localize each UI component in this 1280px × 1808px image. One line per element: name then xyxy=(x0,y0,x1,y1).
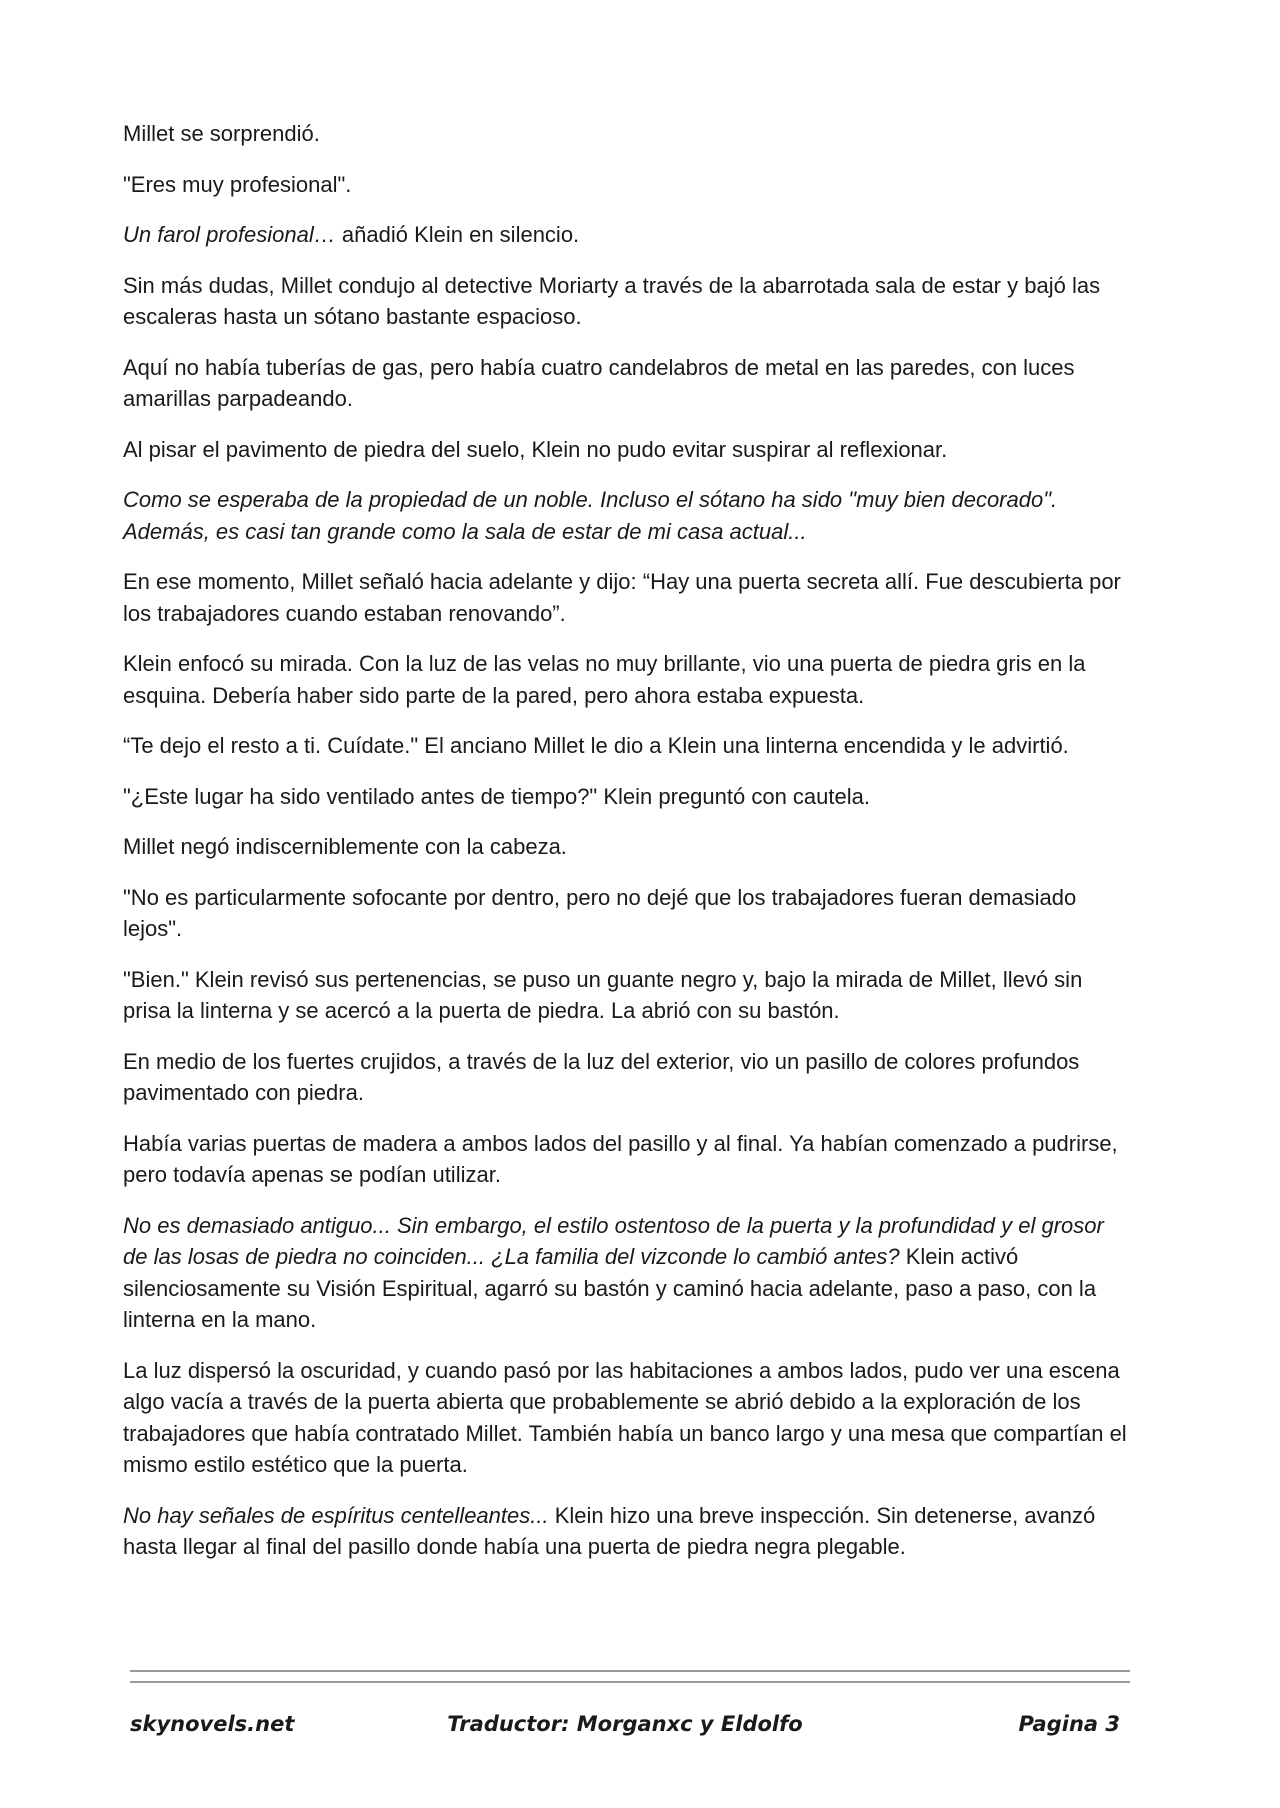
document-body xyxy=(123,118,1133,1582)
text-run: añadió Klein en silencio. xyxy=(335,222,580,247)
footer-divider-top xyxy=(130,1670,1130,1672)
paragraph xyxy=(123,882,1133,945)
paragraph xyxy=(123,964,1133,1027)
text-run: “Te dejo el resto a ti. Cuídate." El anciano Millet le dio a Klein una linterna encendida y le advirtió. xyxy=(123,733,1069,758)
footer-site-name: skynovels.net xyxy=(130,1712,295,1736)
paragraph xyxy=(123,219,1133,251)
text-run: La luz dispersó la oscuridad, y cuando pasó por las habitaciones a ambos lados, pudo ver una escena algo vacía a través de la puerta abierta que probablemente se abrió debido a la exploración de los trabajadores que había contratado Millet. También había un banco largo y una mesa que compartían el mismo estilo estético que la puerta. xyxy=(123,1357,1127,1477)
paragraph xyxy=(123,648,1133,711)
text-run: "No es particularmente sofocante por dentro, pero no dejé que los trabajadores fueran demasiado lejos". xyxy=(123,884,1077,941)
text-run: Klein enfocó su mirada. Con la luz de las velas no muy brillante, vio una puerta de piedra gris en la esquina. Debería haber sido parte de la pared, pero ahora estaba expuesta. xyxy=(123,651,1086,708)
footer-page-number: Pagina 3 xyxy=(1018,1712,1120,1736)
paragraph xyxy=(123,1355,1133,1481)
italic-text-run: Un farol profesional… xyxy=(123,222,336,247)
paragraph xyxy=(123,434,1133,466)
text-run: Había varias puertas de madera a ambos lados del pasillo y al final. Ya habían comenzado a pudrirse, pero todavía apenas se podían utilizar. xyxy=(123,1130,1118,1187)
text-run: "Eres muy profesional". xyxy=(123,171,352,197)
text-run: Millet se sorprendió. xyxy=(123,121,320,146)
text-run: Millet negó indiscerniblemente con la cabeza. xyxy=(123,834,567,859)
text-run: En medio de los fuertes crujidos, a través de la luz del exterior, vio un pasillo de colores profundos pavimentado con piedra. xyxy=(123,1048,1080,1105)
paragraph xyxy=(123,484,1133,547)
text-run: Klein hizo una breve inspección. Sin detenerse, avanzó hasta llegar al final del pasillo donde había una puerta de piedra negra plegable. xyxy=(123,1502,1096,1559)
paragraph xyxy=(123,1128,1133,1191)
text-run: Al pisar el pavimento de piedra del suelo, Klein no pudo evitar suspirar al reflexionar. xyxy=(123,436,948,462)
paragraph xyxy=(123,781,1133,813)
text-run: Klein activó silenciosamente su Visión Espiritual, agarró su bastón y caminó hacia adelante, paso a paso, con la linterna en la mano. xyxy=(123,1244,1097,1332)
footer-translator-credit: Traductor: Morganxc y Eldolfo xyxy=(447,1712,803,1736)
footer-divider-bottom xyxy=(130,1681,1130,1683)
paragraph xyxy=(123,730,1133,762)
text-run: Sin más dudas, Millet condujo al detective Moriarty a través de la abarrotada sala de estar y bajó las escaleras hasta un sótano bastante espacioso. xyxy=(123,272,1101,329)
italic-text-run: No hay señales de espíritus centelleantes... xyxy=(123,1502,549,1528)
paragraph xyxy=(123,169,1133,201)
italic-text-run: No es demasiado antiguo... Sin embargo, el estilo ostentoso de la puerta y la profundidad y el grosor de las losas de piedra no coinciden... ¿La familia del vizconde lo cambió antes? xyxy=(123,1212,1104,1269)
page-footer xyxy=(130,1712,1120,1746)
paragraph xyxy=(123,352,1133,415)
paragraph xyxy=(123,1210,1133,1336)
paragraph xyxy=(123,270,1133,333)
text-run: "Bien." Klein revisó sus pertenencias, se puso un guante negro y, bajo la mirada de Millet, llevó sin prisa la linterna y se acercó a la puerta de piedra. La abrió con su bastón. xyxy=(123,966,1083,1023)
paragraph xyxy=(123,1500,1133,1563)
paragraph xyxy=(123,118,1133,150)
text-run: Aquí no había tuberías de gas, pero había cuatro candelabros de metal en las paredes, con luces amarillas parpadeando. xyxy=(123,354,1075,411)
paragraph xyxy=(123,566,1133,629)
paragraph xyxy=(123,831,1133,863)
text-run: "¿Este lugar ha sido ventilado antes de tiempo?" Klein preguntó con cautela. xyxy=(123,783,870,809)
paragraph xyxy=(123,1046,1133,1109)
text-run: En ese momento, Millet señaló hacia adelante y dijo: “Hay una puerta secreta allí. Fue descubierta por los trabajadores cuando estaban renovando”. xyxy=(123,569,1121,626)
italic-text-run: Como se esperaba de la propiedad de un noble. Incluso el sótano ha sido "muy bien decorado". Además, es casi tan grande como la sala de estar de mi casa actual... xyxy=(123,487,1058,544)
